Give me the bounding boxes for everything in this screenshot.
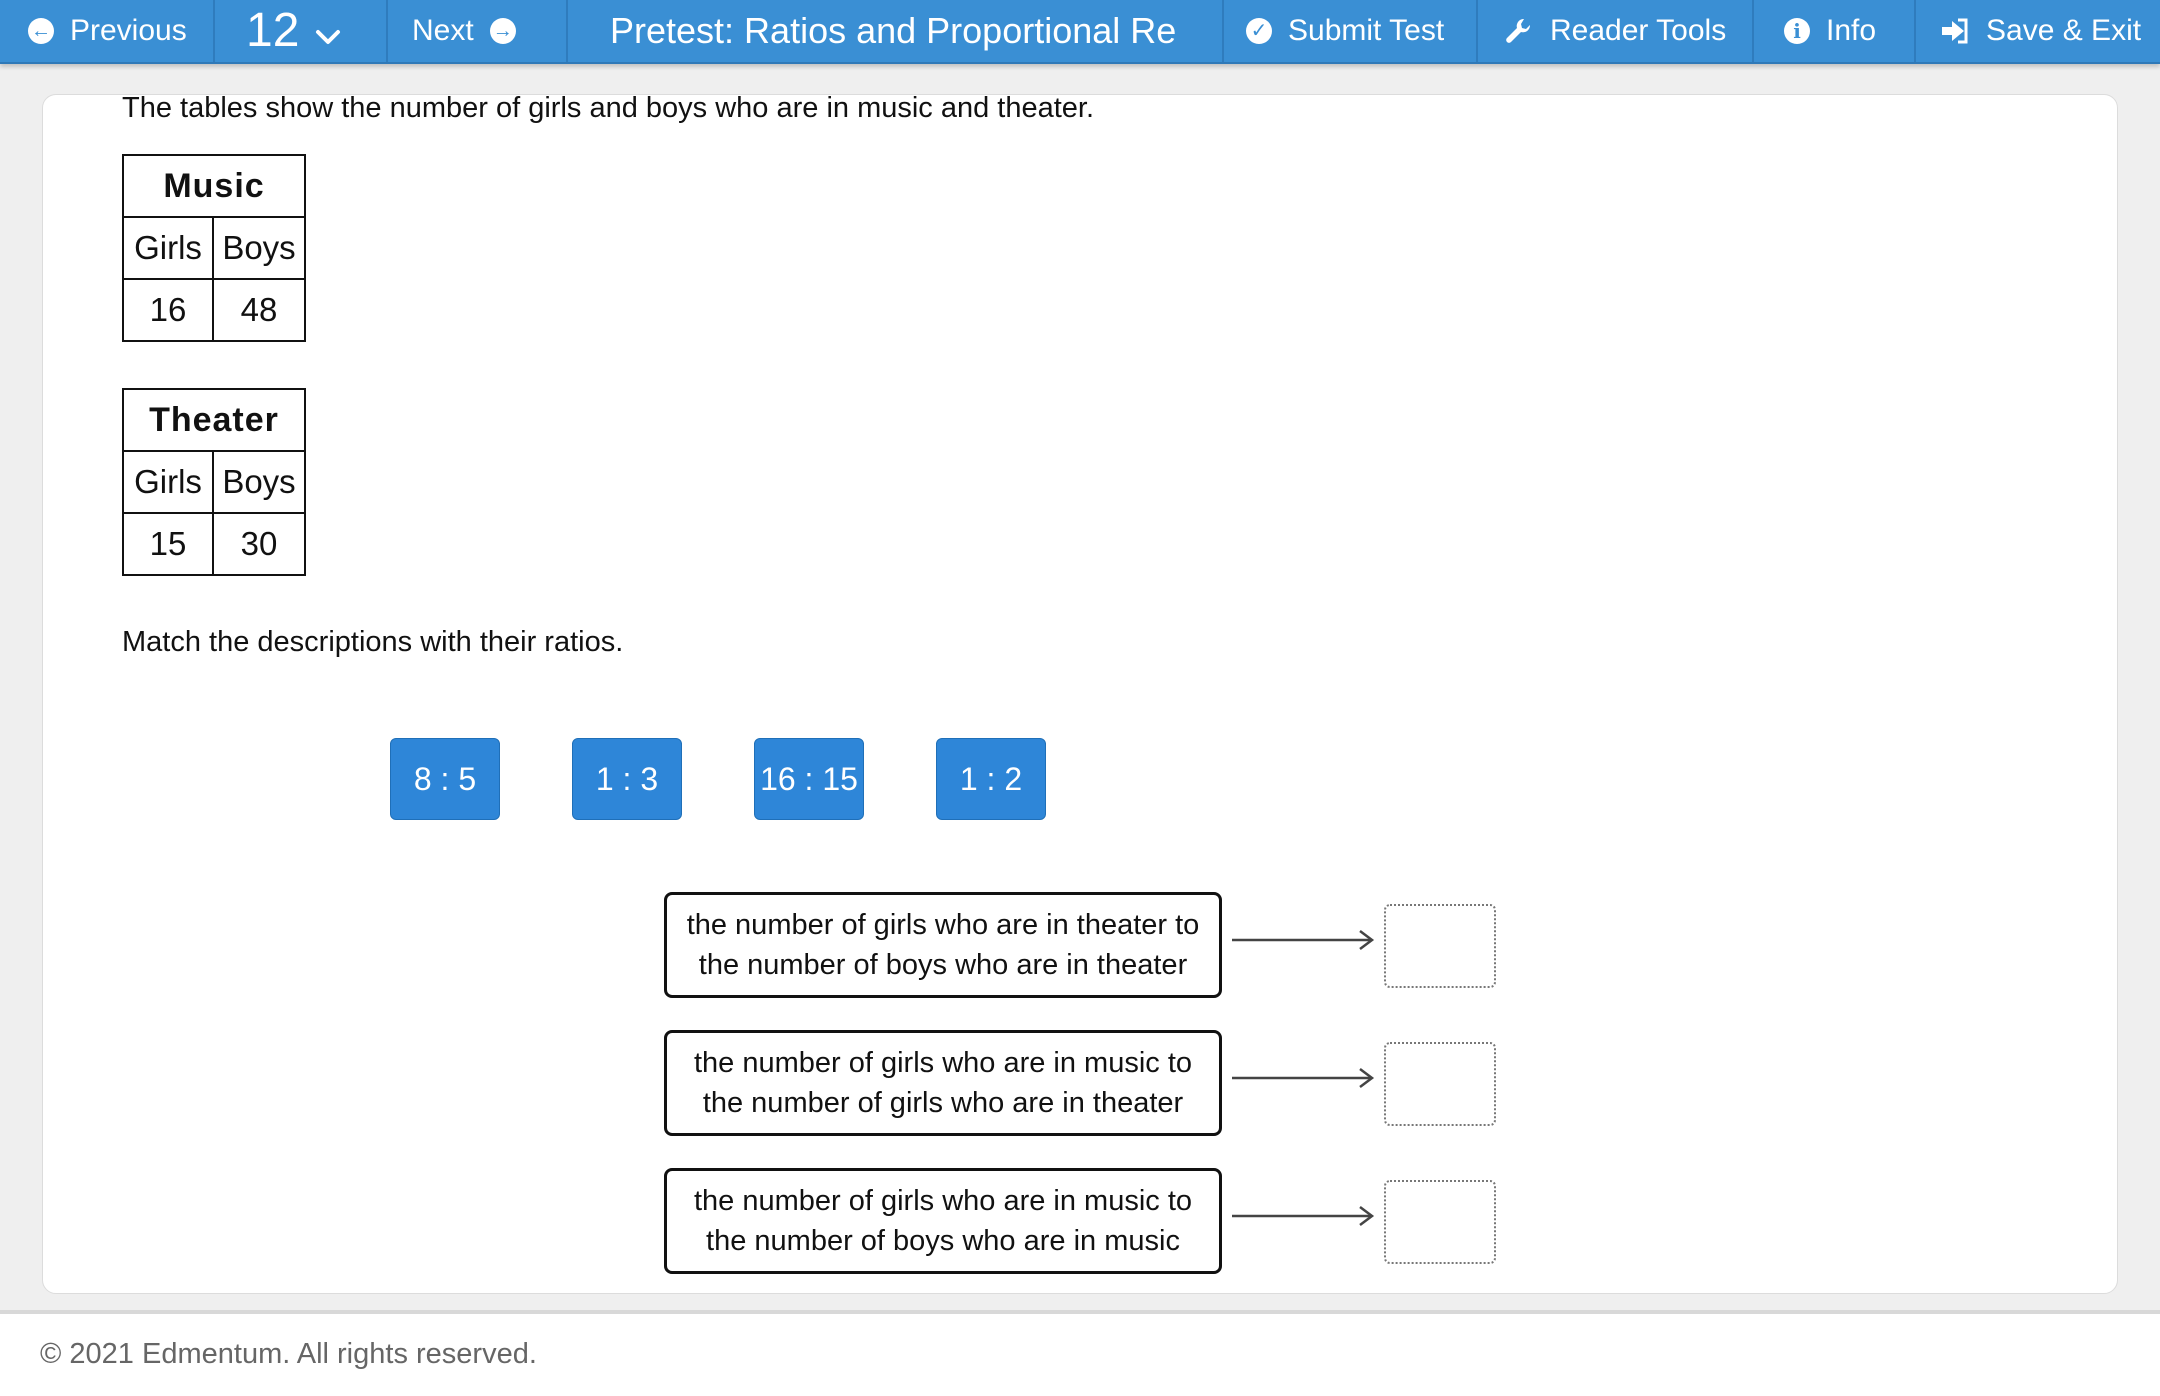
page-number: 12	[246, 4, 300, 57]
table-title: Theater	[123, 389, 305, 451]
info-circle-icon: i	[1784, 18, 1810, 44]
submit-test-label: Submit Test	[1288, 14, 1445, 47]
test-title	[610, 0, 1210, 62]
check-circle-icon: ✓	[1246, 18, 1272, 44]
ratio-chip-16-15[interactable]: 16 : 15	[754, 738, 864, 820]
table-value-cell: 48	[213, 279, 305, 341]
previous-label: Previous	[70, 14, 187, 47]
table-header-cell: Girls	[123, 217, 213, 279]
table-header-cell: Girls	[123, 451, 213, 513]
nav-divider	[566, 0, 568, 62]
drop-target[interactable]	[1384, 1180, 1496, 1264]
ratio-chip-1-2[interactable]: 1 : 2	[936, 738, 1046, 820]
nav-divider	[213, 0, 215, 62]
top-nav-bar	[0, 0, 2160, 64]
question-instruction: Match the descriptions with their ratios.	[122, 626, 624, 658]
page-selector[interactable]	[246, 0, 386, 62]
save-exit-label: Save & Exit	[1986, 14, 2142, 47]
arrow-right-icon	[1232, 1066, 1378, 1090]
table-value-cell: 30	[213, 513, 305, 575]
wrench-icon	[1504, 16, 1534, 46]
previous-button[interactable]	[28, 0, 212, 62]
arrow-right-icon	[1232, 928, 1378, 952]
sign-out-icon	[1940, 18, 1970, 44]
submit-test-button[interactable]	[1246, 0, 1476, 62]
copyright-text: © 2021 Edmentum. All rights reserved.	[40, 1338, 537, 1370]
nav-divider	[1476, 0, 1478, 62]
ratio-chip-8-5[interactable]: 8 : 5	[390, 738, 500, 820]
table-value-cell: 16	[123, 279, 213, 341]
arrow-right-circle-icon: →	[490, 18, 516, 44]
table-value-cell: 15	[123, 513, 213, 575]
description-box	[664, 1030, 1222, 1136]
music-table	[122, 154, 306, 342]
arrow-left-circle-icon: ←	[28, 18, 54, 44]
drop-target[interactable]	[1384, 904, 1496, 988]
next-button[interactable]	[412, 0, 562, 62]
nav-divider	[386, 0, 388, 62]
ratio-chip-1-3[interactable]: 1 : 3	[572, 738, 682, 820]
nav-divider	[1222, 0, 1224, 62]
theater-table	[122, 388, 306, 576]
description-line: the number of girls who are in theater to	[686, 909, 1200, 941]
chevron-down-icon	[315, 28, 341, 48]
table-title: Music	[123, 155, 305, 217]
test-title-text: Pretest: Ratios and Proportional Re	[610, 10, 1177, 51]
arrow-right-icon	[1232, 1204, 1378, 1228]
nav-divider	[1914, 0, 1916, 62]
next-label: Next	[412, 14, 474, 47]
question-intro: The tables show the number of girls and boys who are in music and theater.	[122, 92, 1095, 124]
description-line: the number of girls who are in theater	[702, 1087, 1184, 1119]
save-exit-button[interactable]	[1940, 0, 2160, 62]
reader-tools-label: Reader Tools	[1550, 14, 1727, 47]
drop-target[interactable]	[1384, 1042, 1496, 1126]
info-button[interactable]	[1784, 0, 1904, 62]
reader-tools-button[interactable]	[1504, 0, 1754, 62]
table-header-cell: Boys	[213, 217, 305, 279]
table-header-cell: Boys	[213, 451, 305, 513]
description-box	[664, 1168, 1222, 1274]
description-line: the number of boys who are in music	[706, 1225, 1180, 1257]
info-label: Info	[1826, 14, 1877, 47]
description-line: the number of boys who are in theater	[698, 949, 1188, 981]
description-line: the number of girls who are in music to	[693, 1047, 1193, 1079]
description-line: the number of girls who are in music to	[693, 1185, 1193, 1217]
description-box	[664, 892, 1222, 998]
nav-divider	[1752, 0, 1754, 62]
